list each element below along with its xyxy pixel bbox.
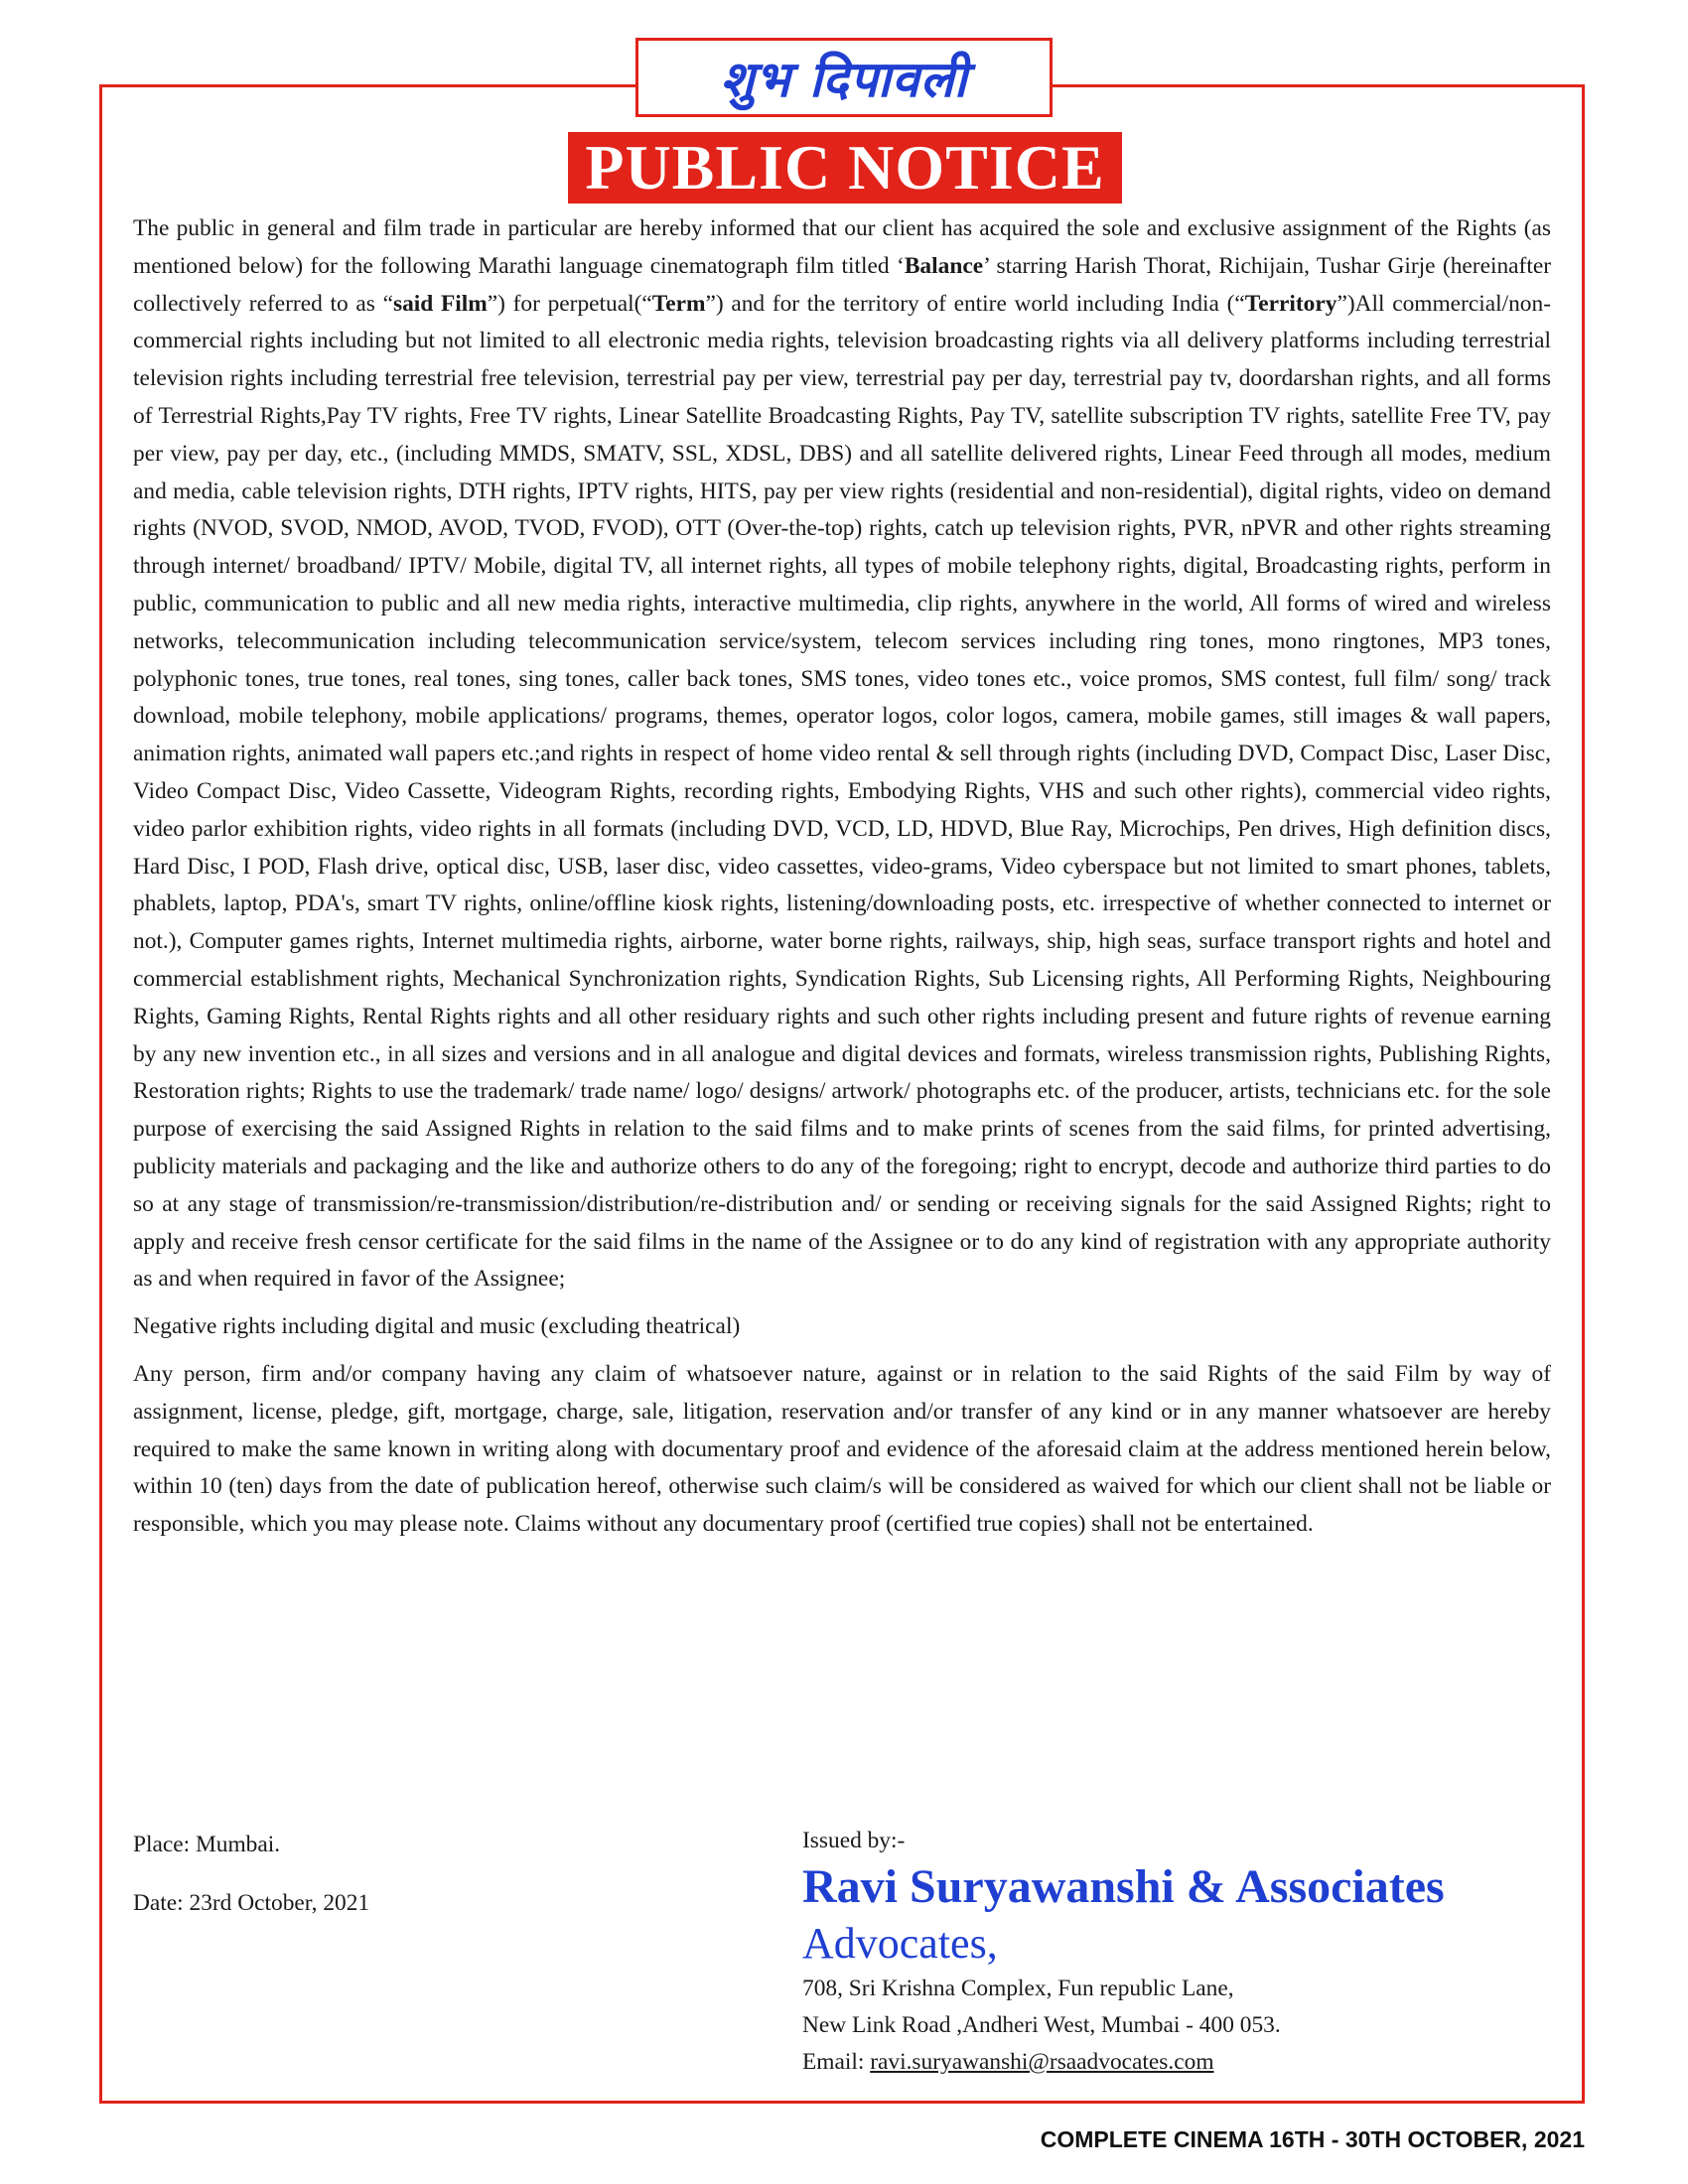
greeting-box [635,38,1053,117]
p1-part3: ”) for perpetual(“ [487,290,652,317]
greeting-text: शुभ दिपावली [720,51,968,108]
p1-part2: ’ starring Harish Thorat, Richijain, Tushar Girje (hereinafter collectively referred to as “ [133,252,1551,317]
claims-paragraph: Any person, firm and/or company having any claim of whatsoever nature, against or in relation to the said Rights of the said Film by way of assignment, license, pledge, gift, mortgage, charge, sale, litigation, reservation and/or transfer of any kind or in any manner whatsoever are hereby required to make the same known in writing along with documentary proof and evidence of the aforesaid claim at the address mentioned herein below, within 10 (ten) days from the date of publication hereof, otherwise such claim/s will be considered as waived for which our client shall not be liable or responsible, which you may please note. Claims without any documentary proof (certified true copies) shall not be entertained. [133,1360,1551,1538]
film-title: Balance [904,252,984,279]
email-label: Email: [802,2049,871,2075]
place: Place: Mumbai. [133,1832,281,1857]
firm-name: Ravi Suryawanshi & Associates [802,1860,1445,1913]
negative-rights-paragraph: Negative rights including digital and music (excluding theatrical) [133,1313,741,1340]
p1-part5: ”)All commercial/non-commercial rights including but not limited to all electronic media rights, television broadcasting rights via all delivery platforms including terrestrial television rights including terrestrial free television, terrestrial pay per view, terrestrial pay per day, terrestrial pay tv, doordarshan rights, and all forms of Terrestrial Rights,Pay TV rights, Free TV rights, Linear Satellite Broadcasting Rights, Pay TV, satellite subscription TV rights, satellite Free TV, pay per view, pay per day, etc., (including MMDS, SMATV, SSL, XDSL, DBS) and all satellite delivered rights, Linear Feed through all modes, medium and media, cable television rights, DTH rights, IPTV rights, HITS, pay per view rights (residential and non-residential), digital rights, video on demand rights (NVOD, SVOD, NMOD, AVOD, TVOD, FVOD), OTT (Over-the-top) rights, catch up television rights, PVR, nPVR and other rights streaming through internet/ broadband/ IPTV/ Mobile, digital TV, all internet rights, all types of mobile telephony rights, digital, Broadcasting rights, perform in public, communication to public and all new media rights, interactive multimedia, clip rights, anywhere in the world, All forms of wired and wireless networks, telecommunication including telecommunication service/system, telecom services including ring tones, mono ringtones, MP3 tones, polyphonic tones, true tones, real tones, sing tones, caller back tones, SMS tones, video tones etc., voice promos, SMS contest, full film/ song/ track download, mobile telephony, mobile applications/ programs, themes, operator logos, color logos, camera, mobile games, still images & wall papers, animation rights, animated wall papers etc.;and rights in respect of home video rental & sell through rights (including DVD, Compact Disc, Laser Disc, Video Compact Disc, Video Cassette, Videogram Rights, recording rights, Embodying Rights, VHS and such other rights), commercial video rights, video parlor exhibition rights, video rights in all formats (including DVD, VCD, LD, HDVD, Blue Ray, Microchips, Pen drives, High definition discs, Hard Disc, I POD, Flash drive, optical disc, USB, laser disc, video cassettes, video-grams, Video cyberspace but not limited to smart phones, tablets, phablets, laptop, PDA's, smart TV rights, online/offline kiosk rights, listening/downloading posts, etc. irrespective of whether connected to internet or not.), Computer games rights, Internet multimedia rights, airborne, water borne rights, railways, ship, high seas, surface transport rights and hotel and commercial establishment rights, Mechanical Synchronization rights, Syndication Rights, Sub Licensing rights, All Performing Rights, Neighbouring Rights, Gaming Rights, Rental Rights rights and all other residuary rights and such other rights including present and future rights of revenue earning by any new invention etc., in all sizes and versions and in all analogue and digital devices and formats, wireless transmission rights, Publishing Rights, Restoration rights; Rights to use the trademark/ trade name/ logo/ designs/ artwork/ photographs etc. of the producer, artists, technicians etc. for the sole purpose of exercising the said Assigned Rights in relation to the said films and to make prints of scenes from the said films, for printed advertising, publicity materials and packaging and the like and authorize others to do any of the foregoing; right to encrypt, decode and authorize third parties to do so at any stage of transmission/re-transmission/distribution/re-distribution and/ or sending or receiving signals for the said Assigned Rights; right to apply and receive fresh censor certificate for the said films in the name of the Assignee or to do any kind of registration with any appropriate authority as and when required in favor of the Assignee; [133,290,1551,1293]
email-link[interactable]: ravi.suryawanshi@rsaadvocates.com [870,2049,1214,2075]
address-line-1: 708, Sri Krishna Complex, Fun republic Lane, [802,1976,1234,2001]
publication-footer: COMPLETE CINEMA 16TH - 30TH OCTOBER, 2021 [1040,2126,1585,2152]
notice-title: PUBLIC NOTICE [585,132,1105,203]
address-line-2: New Link Road ,Andheri West, Mumbai - 400 053. [802,2012,1281,2038]
rights-paragraph [133,210,1551,1298]
term-term: Term [651,290,706,317]
p1-part4: ”) and for the territory of entire world including India (“ [705,290,1245,317]
territory-term: Territory [1244,290,1337,317]
p1-part1: The public in general and film trade in particular are hereby informed that our client has acquired the sole and exclusive assignment of the Rights (as mentioned below) for the following Marathi language cinematograph film titled ‘ [133,215,1551,279]
issued-by-label: Issued by:- [802,1828,906,1853]
issuer-block [802,1823,1445,2081]
firm-role: Advocates, [802,1919,998,1968]
notice-body [133,210,1551,1544]
date: Date: 23rd October, 2021 [133,1890,370,1916]
email-line [802,2044,1445,2081]
place-date-block [133,1827,369,1922]
said-film-term: said Film [392,290,488,317]
title-banner [568,132,1122,204]
